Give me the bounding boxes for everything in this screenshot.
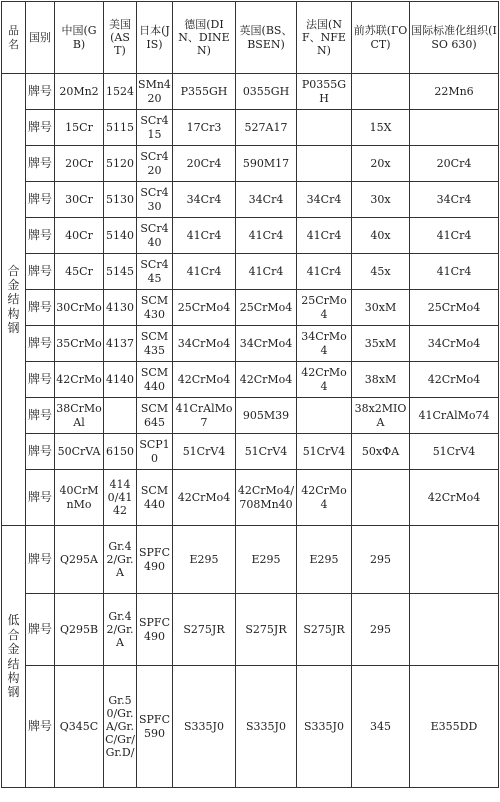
grade-label-cell: 牌号: [26, 434, 55, 470]
usa-grade-cell: Gr.42/Gr.A: [104, 526, 137, 594]
uk-grade-cell: 51CrV4: [236, 434, 297, 470]
ussr-grade-cell: 38xM: [352, 362, 410, 398]
iso-grade-cell: 34Cr4: [410, 182, 499, 218]
china-grade-cell: 40CrMnMo: [55, 470, 104, 526]
uk-grade-cell: 25CrMo4: [236, 290, 297, 326]
table-row: [2, 110, 499, 146]
table-row: [2, 526, 499, 594]
china-grade-cell: 42CrMo: [55, 362, 104, 398]
france-grade-cell: P0355GH: [297, 74, 352, 110]
grade-label-cell: 牌号: [26, 218, 55, 254]
ussr-grade-cell: 20x: [352, 146, 410, 182]
germany-grade-cell: 41CrAlMo7: [173, 398, 236, 434]
uk-grade-cell: 34Cr4: [236, 182, 297, 218]
iso-grade-cell: 42CrMo4: [410, 470, 499, 526]
japan-grade-cell: SCr445: [137, 254, 173, 290]
iso-grade-cell: 20Cr4: [410, 146, 499, 182]
uk-grade-cell: S335J0: [236, 666, 297, 788]
usa-grade-cell: Gr.42/Gr.A: [104, 594, 137, 666]
iso-grade-cell: 34CrMo4: [410, 326, 499, 362]
germany-grade-cell: 34Cr4: [173, 182, 236, 218]
usa-grade-cell: 5120: [104, 146, 137, 182]
usa-grade-cell: Gr.50/Gr.A/Gr.C/Gr/Gr.D/: [104, 666, 137, 788]
france-grade-cell: 42CrMo4: [297, 470, 352, 526]
france-grade-cell: 42CrMo4: [297, 362, 352, 398]
header-row: [2, 2, 499, 74]
header-usa: 美国(AST): [104, 2, 137, 74]
iso-grade-cell: [410, 110, 499, 146]
table-row: [2, 218, 499, 254]
header-china: 中国(GB): [55, 2, 104, 74]
grade-label-cell: 牌号: [26, 666, 55, 788]
japan-grade-cell: SCP10: [137, 434, 173, 470]
ussr-grade-cell: 38x2MIOA: [352, 398, 410, 434]
china-grade-cell: 30Cr: [55, 182, 104, 218]
uk-grade-cell: 0355GH: [236, 74, 297, 110]
china-grade-cell: 15Cr: [55, 110, 104, 146]
japan-grade-cell: SCM440: [137, 362, 173, 398]
ussr-grade-cell: 295: [352, 594, 410, 666]
iso-grade-cell: 41Cr4: [410, 254, 499, 290]
iso-grade-cell: [410, 594, 499, 666]
japan-grade-cell: SCr440: [137, 218, 173, 254]
grade-label-cell: 牌号: [26, 110, 55, 146]
france-grade-cell: 34CrMo4: [297, 326, 352, 362]
japan-grade-cell: SCM645: [137, 398, 173, 434]
ussr-grade-cell: 45x: [352, 254, 410, 290]
ussr-grade-cell: 15X: [352, 110, 410, 146]
japan-grade-cell: SCr420: [137, 146, 173, 182]
uk-grade-cell: 590M17: [236, 146, 297, 182]
ussr-grade-cell: 50xФA: [352, 434, 410, 470]
france-grade-cell: [297, 398, 352, 434]
grade-label-cell: 牌号: [26, 290, 55, 326]
table-row: [2, 398, 499, 434]
grade-label-cell: 牌号: [26, 182, 55, 218]
germany-grade-cell: 42CrMo4: [173, 470, 236, 526]
table-row: [2, 362, 499, 398]
uk-grade-cell: 527A17: [236, 110, 297, 146]
table-row: [2, 74, 499, 110]
ussr-grade-cell: [352, 470, 410, 526]
header-label: 国别: [26, 2, 55, 74]
china-grade-cell: 35CrMo: [55, 326, 104, 362]
ussr-grade-cell: 345: [352, 666, 410, 788]
uk-grade-cell: 41Cr4: [236, 254, 297, 290]
uk-grade-cell: 34CrMo4: [236, 326, 297, 362]
germany-grade-cell: 17Cr3: [173, 110, 236, 146]
table-row: [2, 666, 499, 788]
france-grade-cell: S335J0: [297, 666, 352, 788]
uk-grade-cell: 42CrMo4/708Mn40: [236, 470, 297, 526]
germany-grade-cell: P355GH: [173, 74, 236, 110]
japan-grade-cell: SCM430: [137, 290, 173, 326]
table-row: [2, 146, 499, 182]
iso-grade-cell: 22Mn6: [410, 74, 499, 110]
grade-label-cell: 牌号: [26, 254, 55, 290]
grade-label-cell: 牌号: [26, 594, 55, 666]
japan-grade-cell: SMn420: [137, 74, 173, 110]
germany-grade-cell: E295: [173, 526, 236, 594]
france-grade-cell: 25CrMo4: [297, 290, 352, 326]
ussr-grade-cell: 40x: [352, 218, 410, 254]
china-grade-cell: 20Cr: [55, 146, 104, 182]
usa-grade-cell: 5115: [104, 110, 137, 146]
header-ussr: 前苏联(ГОСТ): [352, 2, 410, 74]
uk-grade-cell: 905M39: [236, 398, 297, 434]
china-grade-cell: 40Cr: [55, 218, 104, 254]
germany-grade-cell: 51CrV4: [173, 434, 236, 470]
grade-label-cell: 牌号: [26, 74, 55, 110]
france-grade-cell: E295: [297, 526, 352, 594]
germany-grade-cell: S335J0: [173, 666, 236, 788]
iso-grade-cell: 42CrMo4: [410, 362, 499, 398]
grade-label-cell: 牌号: [26, 362, 55, 398]
china-grade-cell: Q295B: [55, 594, 104, 666]
iso-grade-cell: 51CrV4: [410, 434, 499, 470]
header-france: 法国(NF、NFEN): [297, 2, 352, 74]
germany-grade-cell: 34CrMo4: [173, 326, 236, 362]
usa-grade-cell: 4137: [104, 326, 137, 362]
japan-grade-cell: SCM440: [137, 470, 173, 526]
japan-grade-cell: SPFC490: [137, 594, 173, 666]
japan-grade-cell: SCr430: [137, 182, 173, 218]
usa-grade-cell: 5140: [104, 218, 137, 254]
table-row: [2, 326, 499, 362]
germany-grade-cell: 25CrMo4: [173, 290, 236, 326]
france-grade-cell: 41Cr4: [297, 218, 352, 254]
grade-label-cell: 牌号: [26, 526, 55, 594]
table-body: [2, 2, 499, 788]
header-iso: 国际标准化组织(ISO 630): [410, 2, 499, 74]
france-grade-cell: 51CrV4: [297, 434, 352, 470]
iso-grade-cell: 41CrAlMo74: [410, 398, 499, 434]
china-grade-cell: 30CrMo: [55, 290, 104, 326]
china-grade-cell: 38CrMoAl: [55, 398, 104, 434]
header-japan: 日本(JIS): [137, 2, 173, 74]
japan-grade-cell: SPFC590: [137, 666, 173, 788]
usa-grade-cell: [104, 398, 137, 434]
japan-grade-cell: SPFC490: [137, 526, 173, 594]
iso-grade-cell: [410, 526, 499, 594]
china-grade-cell: 20Mn2: [55, 74, 104, 110]
iso-grade-cell: 25CrMo4: [410, 290, 499, 326]
ussr-grade-cell: 30x: [352, 182, 410, 218]
iso-grade-cell: 41Cr4: [410, 218, 499, 254]
france-grade-cell: 34Cr4: [297, 182, 352, 218]
ussr-grade-cell: 30xM: [352, 290, 410, 326]
iso-grade-cell: E355DD: [410, 666, 499, 788]
usa-grade-cell: 4140/4142: [104, 470, 137, 526]
germany-grade-cell: S275JR: [173, 594, 236, 666]
table-row: [2, 594, 499, 666]
grade-label-cell: 牌号: [26, 398, 55, 434]
japan-grade-cell: SCM435: [137, 326, 173, 362]
table-row: [2, 434, 499, 470]
china-grade-cell: 45Cr: [55, 254, 104, 290]
france-grade-cell: 41Cr4: [297, 254, 352, 290]
china-grade-cell: Q295A: [55, 526, 104, 594]
uk-grade-cell: 42CrMo4: [236, 362, 297, 398]
usa-grade-cell: 5145: [104, 254, 137, 290]
grade-label-cell: 牌号: [26, 146, 55, 182]
usa-grade-cell: 4140: [104, 362, 137, 398]
grade-label-cell: 牌号: [26, 470, 55, 526]
germany-grade-cell: 41Cr4: [173, 254, 236, 290]
china-grade-cell: 50CrVA: [55, 434, 104, 470]
ussr-grade-cell: 35xM: [352, 326, 410, 362]
germany-grade-cell: 42CrMo4: [173, 362, 236, 398]
table-row: [2, 182, 499, 218]
header-germany: 德国(DIN、DINEN): [173, 2, 236, 74]
header-uk: 英国(BS、BSEN): [236, 2, 297, 74]
ussr-grade-cell: [352, 74, 410, 110]
usa-grade-cell: 1524: [104, 74, 137, 110]
usa-grade-cell: 5130: [104, 182, 137, 218]
table-row: [2, 290, 499, 326]
france-grade-cell: [297, 146, 352, 182]
category-cell: 低合金结构钢: [2, 526, 26, 788]
japan-grade-cell: SCr415: [137, 110, 173, 146]
table-row: [2, 470, 499, 526]
germany-grade-cell: 20Cr4: [173, 146, 236, 182]
steel-grade-comparison-table: [1, 1, 499, 788]
usa-grade-cell: 6150: [104, 434, 137, 470]
category-cell: 合金结构钢: [2, 74, 26, 526]
header-category: 品名: [2, 2, 26, 74]
uk-grade-cell: E295: [236, 526, 297, 594]
germany-grade-cell: 41Cr4: [173, 218, 236, 254]
france-grade-cell: S275JR: [297, 594, 352, 666]
grade-label-cell: 牌号: [26, 326, 55, 362]
ussr-grade-cell: 295: [352, 526, 410, 594]
uk-grade-cell: 41Cr4: [236, 218, 297, 254]
usa-grade-cell: 4130: [104, 290, 137, 326]
china-grade-cell: Q345C: [55, 666, 104, 788]
france-grade-cell: [297, 110, 352, 146]
uk-grade-cell: S275JR: [236, 594, 297, 666]
table-row: [2, 254, 499, 290]
